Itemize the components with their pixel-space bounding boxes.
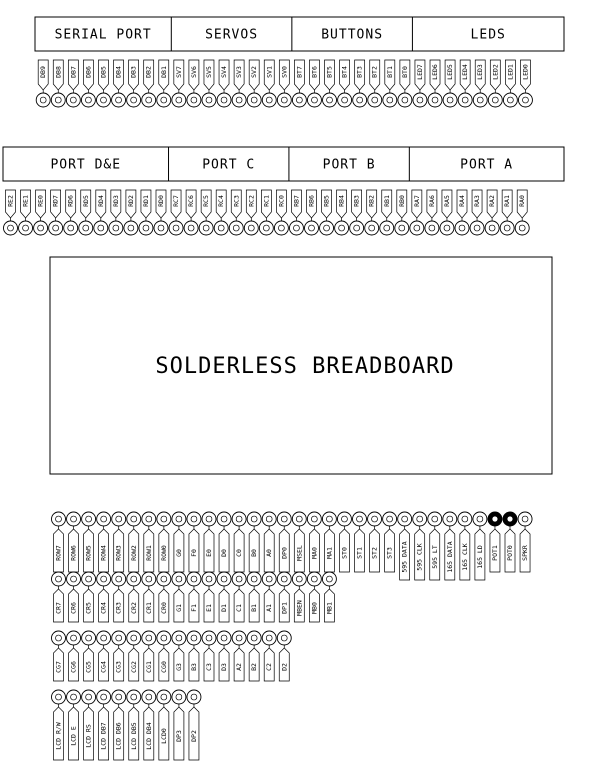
- pin-label-re0: RE0: [36, 195, 45, 207]
- pad-hole: [86, 694, 92, 700]
- pad-hole: [146, 576, 152, 582]
- pin-label-pot1: POT1: [490, 545, 499, 561]
- pin-label-165-ld: 165 LD: [475, 545, 484, 569]
- pin-label-db5: DB5: [99, 66, 108, 78]
- pad-hole: [462, 97, 468, 103]
- pin-label-rc4: RC4: [217, 195, 226, 207]
- pad-hole: [71, 576, 77, 582]
- pin-label-sv5: SV5: [204, 66, 213, 78]
- pad-hole: [339, 225, 345, 231]
- pad-hole: [519, 225, 525, 231]
- pad-hole: [191, 635, 197, 641]
- pin-label-cg1: CG1: [144, 661, 153, 673]
- pin-label-ra0: RA0: [518, 195, 527, 207]
- pin-label-rd3: RD3: [111, 195, 120, 207]
- pin-label-row6: ROW6: [69, 545, 78, 561]
- pad-hole: [417, 516, 423, 522]
- pin-label-ra7: RA7: [412, 195, 421, 207]
- pin-label-bt5: BT5: [325, 66, 334, 78]
- pin-label-lcd-db4: LCD DB4: [144, 722, 153, 750]
- pin-label-cg7: CG7: [54, 661, 63, 673]
- pad-hole: [233, 225, 239, 231]
- pin-label-cg6: CG6: [69, 661, 78, 673]
- pin-label-a1: A1: [265, 604, 274, 612]
- pad-hole: [387, 516, 393, 522]
- pad-hole: [131, 576, 137, 582]
- pin-label-dp3: DP3: [174, 730, 183, 742]
- pad-hole: [327, 97, 333, 103]
- pad-hole: [236, 97, 242, 103]
- pin-label-db3: DB3: [129, 66, 138, 78]
- pin-label-sv7: SV7: [174, 66, 183, 78]
- pin-label-rb3: RB3: [352, 195, 361, 207]
- pin-label-cg3: CG3: [114, 661, 123, 673]
- pad-hole: [311, 516, 317, 522]
- pad-hole: [176, 576, 182, 582]
- pin-label-bt3: BT3: [355, 66, 364, 78]
- pad-hole: [188, 225, 194, 231]
- pin-label-lcd-e: LCD E: [69, 726, 78, 746]
- pad-hole: [357, 97, 363, 103]
- pad-hole: [86, 635, 92, 641]
- pin-label-rc6: RC6: [187, 195, 196, 207]
- pad-hole: [101, 694, 107, 700]
- pad-hole: [191, 576, 197, 582]
- pin-label-rd4: RD4: [96, 195, 105, 207]
- pin-label-rb2: RB2: [367, 195, 376, 207]
- port_groups-header-port-a: PORT A: [460, 157, 514, 173]
- pin-label-pot0: POT0: [506, 545, 514, 561]
- pin-label-cr7: CR7: [54, 602, 63, 614]
- pad-hole: [221, 97, 227, 103]
- pad-hole: [101, 516, 107, 522]
- pin-label-spkr: SPKR: [521, 545, 530, 561]
- pad-hole: [161, 97, 167, 103]
- pin-label-f0: F0: [189, 549, 198, 557]
- pin-label-cr1: CR1: [144, 602, 153, 614]
- pin-label-bt0: BT0: [400, 66, 409, 78]
- pad-hole: [311, 576, 317, 582]
- top_groups-header-leds: LEDS: [470, 27, 506, 43]
- pin-label-lcd-db7: LCD DB7: [99, 722, 108, 750]
- pad-hole: [236, 635, 242, 641]
- pin-label-f1: F1: [189, 604, 198, 612]
- pad-hole: [40, 97, 46, 103]
- pin-label-lcd0: LCD0: [159, 728, 168, 744]
- pin-label-ra4: RA4: [458, 195, 466, 207]
- port_groups-header-port-d-e: PORT D&E: [50, 157, 122, 173]
- pin-label-ma0: MA0: [310, 547, 319, 559]
- pin-label-led1: LED1: [506, 64, 515, 80]
- pad-hole: [206, 635, 212, 641]
- pin-label-a0: A0: [265, 549, 274, 557]
- pad-hole: [387, 97, 393, 103]
- pad-hole: [474, 225, 480, 231]
- pin-label-row4: ROW4: [99, 545, 108, 561]
- pin-label-db8: DB8: [54, 66, 63, 78]
- pin-label-d3: D3: [220, 663, 229, 671]
- pin-label-lcd-r-w: LCD R/W: [54, 722, 63, 750]
- pad-hole: [312, 97, 318, 103]
- pin-label-bt1: BT1: [385, 66, 394, 78]
- top_groups-header-servos: SERVOS: [205, 27, 259, 43]
- pad-hole: [296, 516, 302, 522]
- pin-label-rb0: RB0: [397, 195, 406, 207]
- pin-label-c3: C3: [205, 663, 213, 671]
- pad-hole: [399, 225, 405, 231]
- pin-label-cg4: CG4: [99, 661, 108, 673]
- pad-hole: [146, 516, 152, 522]
- pin-label-led6: LED6: [431, 64, 440, 80]
- pad-hole: [101, 97, 107, 103]
- pin-label-cr0: CR0: [159, 602, 168, 614]
- pin-label-rb5: RB5: [322, 195, 331, 207]
- pad-hole: [113, 225, 119, 231]
- pin-label-e1: E1: [205, 604, 213, 612]
- pin-label-b3: B3: [189, 663, 198, 671]
- pad-hole: [489, 225, 495, 231]
- pin-label-mben: MBEN: [295, 600, 304, 616]
- pad-hole: [236, 576, 242, 582]
- pin-label-sv2: SV2: [250, 66, 259, 78]
- pad-hole: [71, 694, 77, 700]
- pad-hole: [191, 516, 197, 522]
- port_groups-header-port-c: PORT C: [202, 157, 256, 173]
- pin-label-rc7: RC7: [172, 195, 181, 207]
- pad-hole: [56, 576, 62, 582]
- pad-hole: [83, 225, 89, 231]
- pad-hole: [23, 225, 29, 231]
- pad-hole: [116, 635, 122, 641]
- pad-hole: [221, 516, 227, 522]
- pad-hole: [71, 635, 77, 641]
- pad-hole: [101, 635, 107, 641]
- pin-label-cr2: CR2: [129, 602, 138, 614]
- pad-hole: [263, 225, 269, 231]
- pin-label-g1: G1: [174, 604, 183, 612]
- pad-hole: [402, 97, 408, 103]
- pin-label-rc0: RC0: [277, 195, 286, 207]
- pad-hole: [146, 694, 152, 700]
- pin-label-rb1: RB1: [382, 195, 391, 207]
- pad-hole: [191, 97, 197, 103]
- pad-hole: [417, 97, 423, 103]
- pad-hole: [296, 97, 302, 103]
- pin-label-cg2: CG2: [129, 661, 138, 673]
- pad-hole: [206, 97, 212, 103]
- pin-label-cr4: CR4: [99, 602, 108, 614]
- pin-label-led0: LED0: [521, 64, 530, 80]
- pad-hole: [191, 694, 197, 700]
- pin-label-rc2: RC2: [247, 195, 256, 207]
- pad-hole: [414, 225, 420, 231]
- pin-label-re1: RE1: [21, 195, 30, 207]
- pad-hole: [176, 516, 182, 522]
- pin-label-c0: C0: [235, 549, 244, 557]
- pin-label-led7: LED7: [415, 64, 424, 80]
- top_groups-header-buttons: BUTTONS: [321, 27, 384, 43]
- pad-hole: [116, 576, 122, 582]
- pad-hole: [444, 225, 450, 231]
- pad-hole: [71, 516, 77, 522]
- pad-hole: [176, 635, 182, 641]
- pad-hole: [38, 225, 44, 231]
- pad-hole: [221, 635, 227, 641]
- pad-hole: [384, 225, 390, 231]
- pin-label-led4: LED4: [461, 64, 470, 80]
- pin-label-sv0: SV0: [280, 66, 289, 78]
- pin-label-dp1: DP1: [280, 602, 289, 614]
- pad-hole: [294, 225, 300, 231]
- pin-label-ra1: RA1: [503, 195, 512, 207]
- pin-label-bt6: BT6: [310, 66, 319, 78]
- pad-hole: [372, 516, 378, 522]
- pin-label-st1: ST1: [355, 547, 364, 559]
- pad-hole: [146, 97, 152, 103]
- pad-hole: [55, 97, 61, 103]
- pin-label-row3: ROW3: [114, 545, 123, 561]
- pin-label-bt2: BT2: [370, 66, 379, 78]
- pad-hole: [176, 97, 182, 103]
- pin-label-msel: MSEL: [295, 545, 304, 561]
- pin-label-led2: LED2: [491, 64, 500, 80]
- pad-hole: [504, 225, 510, 231]
- pad-hole: [98, 225, 104, 231]
- pin-label-b1: B1: [250, 604, 259, 612]
- pin-label-595-data: 595 DATA: [400, 541, 409, 573]
- pin-label-cg5: CG5: [84, 661, 93, 673]
- pin-label-db4: DB4: [114, 66, 123, 78]
- pad-hole: [251, 576, 257, 582]
- pad-hole: [266, 576, 272, 582]
- pad-hole: [477, 516, 483, 522]
- pad-hole: [116, 694, 122, 700]
- pad-hole: [131, 635, 137, 641]
- pad-hole: [85, 97, 91, 103]
- pad-hole: [86, 516, 92, 522]
- pad-hole: [131, 97, 137, 103]
- pin-label-b2: B2: [250, 663, 259, 671]
- pad-hole: [116, 97, 122, 103]
- pin-label-lcd-db6: LCD DB6: [114, 722, 123, 750]
- pin-label-rb7: RB7: [292, 195, 301, 207]
- pin-label-c2: C2: [265, 663, 274, 671]
- pin-label-rc3: RC3: [232, 195, 241, 207]
- top_groups-header-serial-port: SERIAL PORT: [54, 27, 152, 43]
- pad-hole: [281, 516, 287, 522]
- port_groups-header-port-b: PORT B: [322, 157, 376, 173]
- pad-hole: [116, 516, 122, 522]
- pad-hole: [342, 97, 348, 103]
- pin-label-bt7: BT7: [295, 66, 304, 78]
- pad-hole: [429, 225, 435, 231]
- pin-label-cr3: CR3: [114, 602, 123, 614]
- pin-label-rd5: RD5: [81, 195, 90, 207]
- pad-hole: [326, 576, 332, 582]
- pad-hole: [203, 225, 209, 231]
- pin-label-d2: D2: [280, 663, 289, 671]
- pad-hole: [101, 576, 107, 582]
- pin-label-row2: ROW2: [129, 545, 138, 561]
- pin-label-rd6: RD6: [66, 195, 75, 207]
- pad-hole: [251, 635, 257, 641]
- pin-label-165-clk: 165 CLK: [460, 543, 469, 571]
- pad-hole: [236, 516, 242, 522]
- pad-hole: [357, 516, 363, 522]
- pin-label-g3: G3: [174, 663, 183, 671]
- pad-hole: [86, 576, 92, 582]
- pin-label-a2: A2: [235, 663, 244, 671]
- pad-hole: [266, 516, 272, 522]
- pin-label-rb4: RB4: [337, 195, 346, 207]
- pin-label-sv3: SV3: [235, 66, 244, 78]
- pad-hole: [248, 225, 254, 231]
- pad-hole: [507, 516, 513, 522]
- pad-hole: [161, 694, 167, 700]
- pin-label-row5: ROW5: [84, 545, 93, 561]
- pin-label-mb0: MB0: [310, 602, 319, 614]
- pin-label-db6: DB6: [84, 66, 93, 78]
- pin-label-rc1: RC1: [262, 195, 271, 207]
- breadboard-label: SOLDERLESS BREADBOARD: [155, 354, 455, 379]
- pin-label-lcd-db5: LCD DB5: [129, 722, 138, 750]
- pad-hole: [56, 635, 62, 641]
- pin-label-cg0: CG0: [159, 661, 168, 673]
- pad-hole: [432, 97, 438, 103]
- pin-label-mb1: MB1: [325, 602, 334, 614]
- pad-hole: [372, 97, 378, 103]
- pad-hole: [131, 694, 137, 700]
- pin-label-rd0: RD0: [157, 195, 165, 207]
- pad-hole: [56, 516, 62, 522]
- pad-hole: [131, 516, 137, 522]
- pin-label-cr5: CR5: [84, 602, 93, 614]
- pin-label-dp0: DP0: [280, 547, 289, 559]
- pin-label-row1: ROW1: [144, 545, 153, 561]
- pad-hole: [369, 225, 375, 231]
- pin-label-165-data: 165 DATA: [445, 541, 454, 573]
- pin-label-sv6: SV6: [189, 66, 198, 78]
- pin-label-re2: RE2: [6, 195, 15, 207]
- pin-label-b0: B0: [250, 549, 259, 557]
- pad-hole: [218, 225, 224, 231]
- pin-label-db1: DB1: [159, 66, 168, 78]
- pad-hole: [143, 225, 149, 231]
- pin-label-sv1: SV1: [265, 66, 274, 78]
- pad-hole: [173, 225, 179, 231]
- pad-hole: [309, 225, 315, 231]
- pin-label-led5: LED5: [446, 64, 455, 80]
- pad-hole: [251, 97, 257, 103]
- pad-hole: [281, 97, 287, 103]
- pad-hole: [266, 635, 272, 641]
- pad-hole: [523, 97, 529, 103]
- pin-label-595-clk: 595 CLK: [415, 543, 424, 571]
- pin-label-rd7: RD7: [51, 195, 60, 207]
- pin-label-rd2: RD2: [126, 195, 135, 207]
- pin-label-db7: DB7: [69, 66, 78, 78]
- pin-label-st0: ST0: [340, 547, 349, 559]
- pin-label-db2: DB2: [144, 66, 153, 78]
- pad-hole: [70, 97, 76, 103]
- pin-label-bt4: BT4: [340, 66, 349, 78]
- pin-label-e0: E0: [205, 549, 213, 557]
- pad-hole: [8, 225, 14, 231]
- pin-label-ra3: RA3: [473, 195, 482, 207]
- pad-hole: [266, 97, 272, 103]
- pad-hole: [53, 225, 59, 231]
- pin-label-db9: DB9: [39, 66, 48, 78]
- pad-hole: [161, 635, 167, 641]
- pad-hole: [128, 225, 134, 231]
- pad-hole: [447, 516, 453, 522]
- pad-hole: [462, 516, 468, 522]
- pad-hole: [158, 225, 164, 231]
- pad-hole: [176, 694, 182, 700]
- pad-hole: [507, 97, 513, 103]
- pad-hole: [326, 516, 332, 522]
- pad-hole: [522, 516, 528, 522]
- pin-label-ra6: RA6: [427, 195, 436, 207]
- pin-label-ra5: RA5: [442, 195, 451, 207]
- pad-hole: [402, 516, 408, 522]
- pad-hole: [354, 225, 360, 231]
- pin-label-d0: D0: [220, 549, 229, 557]
- pad-hole: [146, 635, 152, 641]
- pad-hole: [459, 225, 465, 231]
- pad-hole: [432, 516, 438, 522]
- pad-hole: [56, 694, 62, 700]
- pad-hole: [342, 516, 348, 522]
- pin-label-ma1: MA1: [325, 547, 334, 559]
- pad-hole: [281, 635, 287, 641]
- pin-label-row7: ROW7: [54, 545, 63, 561]
- pad-hole: [206, 516, 212, 522]
- pin-label-d1: D1: [220, 604, 229, 612]
- pad-hole: [324, 225, 330, 231]
- pad-hole: [68, 225, 74, 231]
- pin-label-rb6: RB6: [307, 195, 316, 207]
- pin-label-led3: LED3: [476, 64, 485, 80]
- pad-hole: [251, 516, 257, 522]
- pad-hole: [477, 97, 483, 103]
- pin-label-595-lt: 595 LT: [430, 545, 439, 569]
- pad-hole: [492, 516, 498, 522]
- pad-hole: [221, 576, 227, 582]
- pad-hole: [281, 576, 287, 582]
- pin-label-st3: ST3: [385, 547, 394, 559]
- pad-hole: [492, 97, 498, 103]
- pad-hole: [278, 225, 284, 231]
- pad-hole: [206, 576, 212, 582]
- pin-label-sv4: SV4: [220, 66, 229, 78]
- pin-label-row0: ROW0: [159, 545, 168, 561]
- pad-hole: [296, 576, 302, 582]
- pin-label-ra2: RA2: [488, 195, 497, 207]
- pin-label-c1: C1: [235, 604, 244, 612]
- pad-hole: [161, 576, 167, 582]
- pin-label-cr6: CR6: [69, 602, 78, 614]
- pin-label-rd1: RD1: [141, 195, 150, 207]
- pin-label-g0: G0: [174, 549, 183, 557]
- pin-label-rc5: RC5: [202, 195, 211, 207]
- pad-hole: [161, 516, 167, 522]
- pin-label-dp2: DP2: [189, 730, 198, 742]
- pin-label-st2: ST2: [370, 547, 379, 559]
- pin-label-lcd-rs: LCD RS: [84, 724, 93, 748]
- pad-hole: [447, 97, 453, 103]
